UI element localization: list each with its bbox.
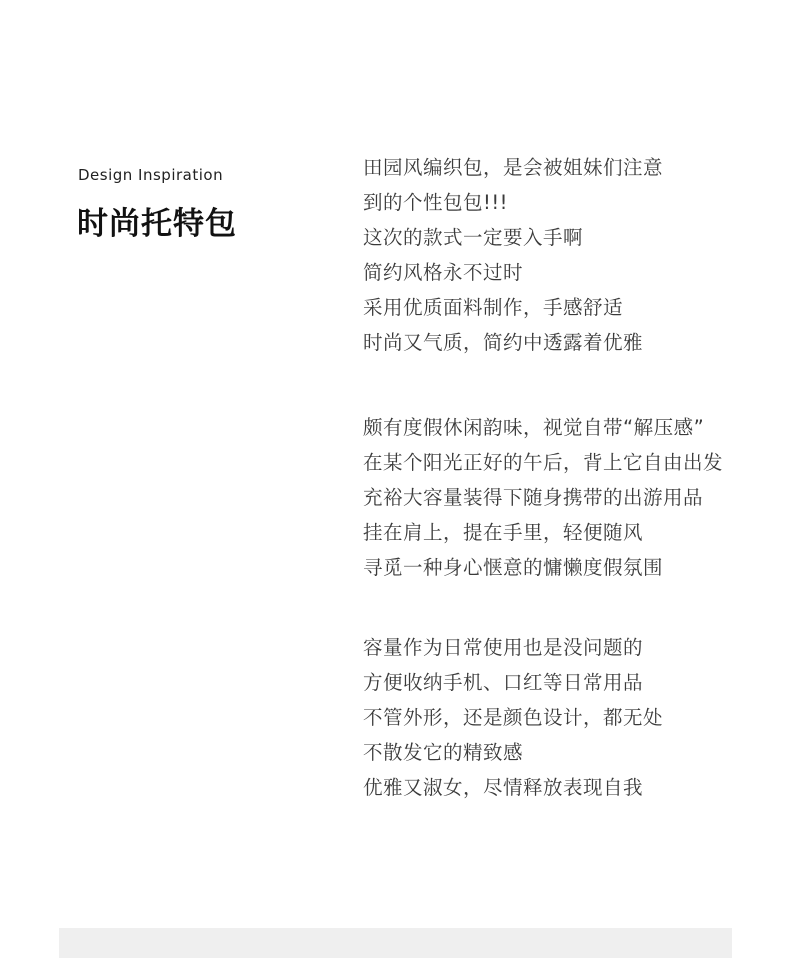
description-line: 到的个性包包!!! [363,191,508,214]
description-line: 采用优质面料制作，手感舒适 [363,296,624,319]
description-paragraph-2 [363,410,723,585]
section-subtitle: Design Inspiration [78,166,224,184]
description-line: 寻觅一种身心惬意的慵懒度假氛围 [363,556,664,579]
description-line: 这次的款式一定要入手啊 [363,226,584,249]
description-line: 不管外形，还是颜色设计，都无处 [363,706,664,729]
description-line: 挂在肩上，提在手里，轻便随风 [363,521,644,544]
page-title: 时尚托特包 [77,206,237,242]
description-line: 简约风格永不过时 [363,261,524,284]
description-line: 充裕大容量装得下随身携带的出游用品 [363,486,704,509]
description-line: 在某个阳光正好的午后，背上它自由出发 [363,451,724,474]
description-line: 不散发它的精致感 [363,741,524,764]
footer-bar [59,928,732,958]
description-line: 方便收纳手机、口红等日常用品 [363,671,644,694]
description-line: 颇有度假休闲韵味，视觉自带“解压感” [363,416,705,439]
description-line: 田园风编织包，是会被姐妹们注意 [363,156,664,179]
description-paragraph-3 [363,630,663,805]
description-paragraph-1 [363,150,663,360]
description-line: 优雅又淑女，尽情释放表现自我 [363,776,644,799]
description-line: 容量作为日常使用也是没问题的 [363,636,644,659]
description-line: 时尚又气质，简约中透露着优雅 [363,331,644,354]
